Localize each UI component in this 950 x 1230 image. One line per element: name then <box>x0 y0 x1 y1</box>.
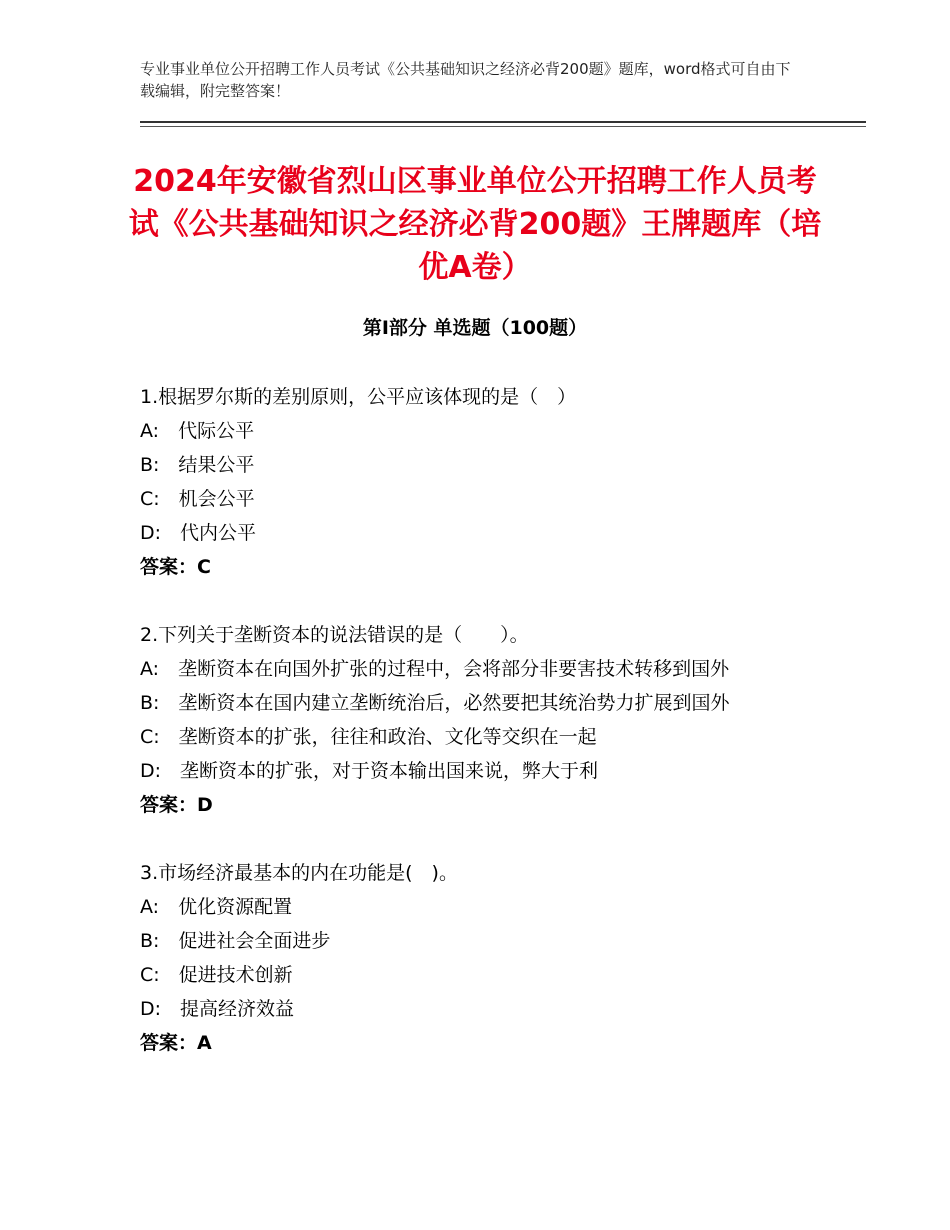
question-stem: 2.下列关于垄断资本的说法错误的是（ ）。 <box>140 624 529 646</box>
option-d: D: 提高经济效益 <box>140 998 295 1020</box>
document-title: 2024年安徽省烈山区事业单位公开招聘工作人员考试《公共基础知识之经济必背200题》王牌题库（培优A卷） <box>128 164 822 285</box>
question-2 <box>140 620 840 824</box>
option-a: A: 代际公平 <box>140 420 255 442</box>
option-a: A: 垄断资本在向国外扩张的过程中，会将部分非要害技术转移到国外 <box>140 658 730 680</box>
option-c: C: 垄断资本的扩张，往往和政治、文化等交织在一起 <box>140 726 597 748</box>
option-b: B: 结果公平 <box>140 454 255 476</box>
option-b: B: 垄断资本在国内建立垄断统治后，必然要把其统治势力扩展到国外 <box>140 692 730 714</box>
option-c: C: 促进技术创新 <box>140 964 293 986</box>
question-3 <box>140 858 840 1062</box>
answer-line: 答案：C <box>140 556 211 578</box>
option-b: B: 促进社会全面进步 <box>140 930 331 952</box>
header-note: 专业事业单位公开招聘工作人员考试《公共基础知识之经济必背200题》题库，word格式可自由下载编辑，附完整答案！ <box>140 60 791 100</box>
option-c: C: 机会公平 <box>140 488 255 510</box>
question-stem: 1.根据罗尔斯的差别原则，公平应该体现的是（ ） <box>140 386 577 408</box>
question-stem: 3.市场经济最基本的内在功能是( )。 <box>140 862 458 884</box>
option-d: D: 代内公平 <box>140 522 257 544</box>
option-a: A: 优化资源配置 <box>140 896 293 918</box>
answer-line: 答案：A <box>140 1032 212 1054</box>
answer-line: 答案：D <box>140 794 213 816</box>
option-d: D: 垄断资本的扩张，对于资本输出国来说，弊大于利 <box>140 760 599 782</box>
question-1 <box>140 382 840 586</box>
header-divider-thick <box>140 121 866 123</box>
header-divider-thin <box>140 126 866 127</box>
section-heading: 第Ⅰ部分 单选题（100题） <box>362 317 588 339</box>
